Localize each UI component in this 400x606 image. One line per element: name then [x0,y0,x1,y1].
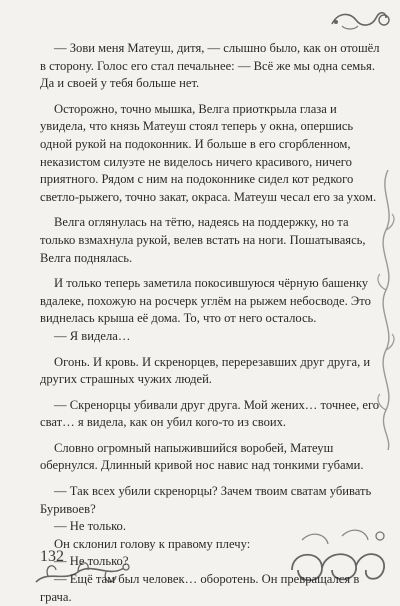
paragraph: — Ещё там был человек… оборотень. Он превращался в грача. [40,572,360,604]
paragraph: Осторожно, точно мышка, Велга приоткрыла глаза и увидела, что князь Матеуш стоял теперь у окна, опершись одной рукой на подоконник. И больше в его сгорбленном, неказистом силуэте не виделось ничего красивого, ничего приятного. Рядом с ним на подоконнике сидел кот редкого светло-рыжего, точно закат, окраса. Матеуш чесал его за ухом. [40,101,377,204]
paragraph: — Не только? [54,554,129,569]
paragraph: Огонь. И кровь. И скренорцев, перерезавших друг друга, и других страшных чужих людей. [40,354,371,387]
paragraph: Велга оглянулась на тётю, надеясь на поддержку, но та только взмахнула рукой, велев встать на ноги. Пошатываясь, Велга поднялась. [40,215,366,265]
page-number: 132 [40,548,64,565]
paragraph: — Я видела… [54,328,131,343]
paragraph: — Зови меня Матеуш, дитя, — слышно было, как он отошёл в сторону. Голос его стал печальнее: — Всё же мы одна семья. Да и своей у тебя больше нет. [40,41,380,91]
paragraph: — Скренорцы убивали друг друга. Мой жених… точнее, его сват… я видела, как он убил кого-то из своих. [40,397,380,430]
paragraph: — Так всех убили скренорцы? Зачем твоим сватам убивать Буривоев? [40,484,372,516]
corner-ornament-top-right [328,6,390,32]
paragraph: — Не только. [54,519,126,534]
paragraph: И только теперь заметила покосившуюся чёрную башенку вдалеке, похожую на росчерк углём на рыжем небосводе. Это виднелась крыша её дома. То, что от него осталось. [40,276,371,326]
paragraph: Он склонил голову к правому плечу: [54,536,251,551]
page-body [40,40,380,606]
paragraph: Словно огромный напыжившийся воробей, Матеуш обернулся. Длинный кривой нос навис над тонкими губами. [40,440,364,473]
